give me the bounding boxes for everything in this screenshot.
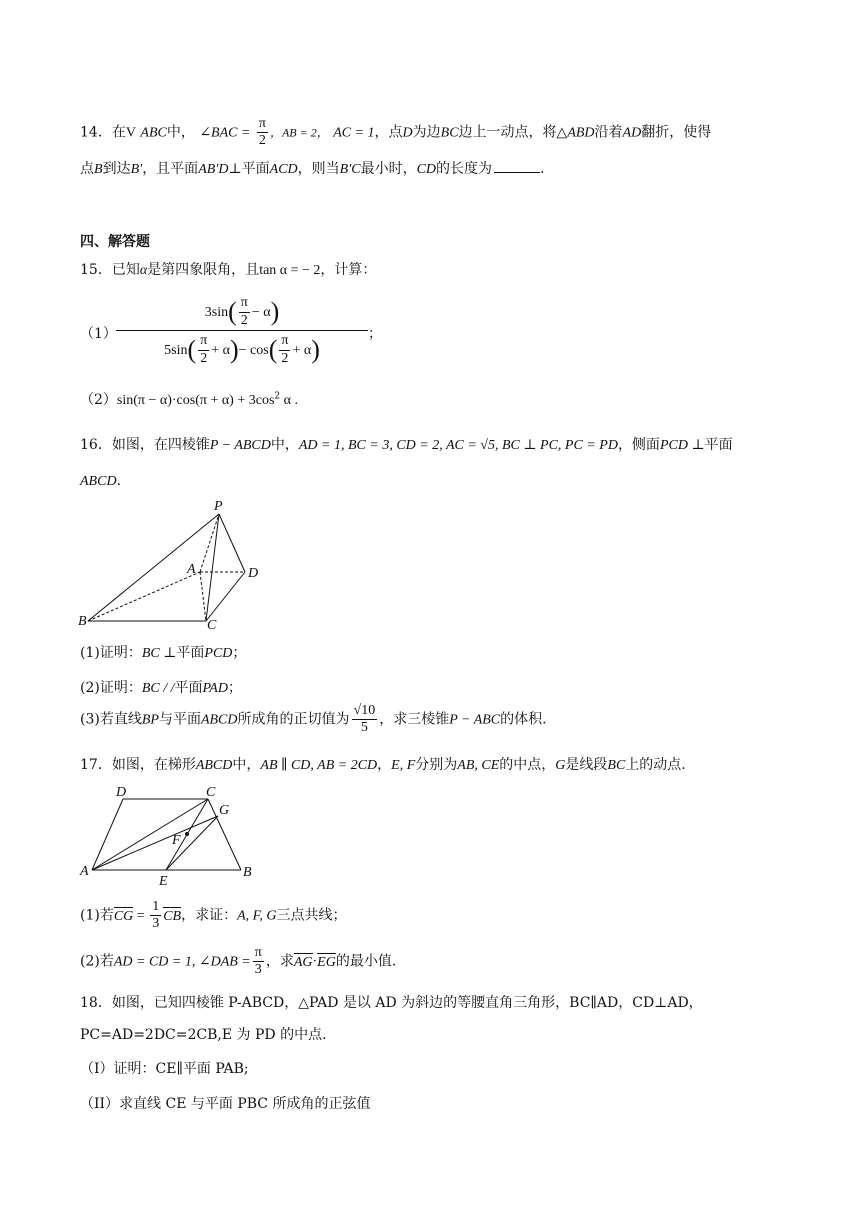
answer-blank: [494, 172, 540, 173]
q16-line2: ABCD.: [80, 473, 122, 489]
label-C: C: [207, 618, 217, 632]
label-A: A: [187, 562, 196, 577]
q15-fraction: [116, 294, 368, 369]
label-D: D: [116, 785, 127, 800]
pyramid-figure: [78, 497, 278, 632]
label-B: B: [243, 865, 252, 880]
label-P: P: [214, 499, 223, 514]
q14-pi-over-2: $\frac{\pi}{2}$: [258, 116, 266, 149]
q17-stem: 17．如图，在梯形ABCD中，AB ∥ CD, AB = 2CD，E, F分别为AB, CE的中点，G是线段BC上的动点.: [80, 757, 686, 773]
label-A: A: [80, 864, 89, 879]
q14-line2: 点B到达B′，且平面AB′D⊥平面ACD，则当B′C最小时，CD的长度为 .: [80, 161, 545, 177]
q18-line4: （II）求直线 CE 与平面 PBC 所成角的正弦值: [80, 1096, 371, 1112]
label-F: F: [172, 833, 181, 848]
q16-sub3: (3)若直线BP与平面ABCD所成角的正切值为 $\frac{√10}{5}$ ，求三棱锥P − ABC的体积.: [80, 703, 547, 736]
label-G: G: [219, 803, 230, 818]
q16-sub1: (1)证明：BC ⊥平面PCD；: [80, 645, 247, 661]
q18-line2: PC=AD=2DC=2CB,E 为 PD 的中点.: [80, 1027, 327, 1043]
one-third: $\frac{1}{3}$: [152, 899, 160, 932]
q17-sub1: (1)若CG = $\frac{1}{3}$ CB，求证：A, F, G三点共线；: [80, 899, 347, 932]
label-B: B: [78, 614, 87, 629]
trapezoid-figure: [78, 784, 268, 890]
q17-sub2: (2)若AD = CD = 1, ∠DAB = $\frac{\pi}{3}$ ，求AG·EG的最小值.: [80, 945, 397, 978]
q16-sub2: (2)证明：BC / /平面PAD；: [80, 680, 242, 696]
q18-line1: 18．如图，已知四棱锥 P-ABCD，△PAD 是以 AD 为斜边的等腰直角三角形，BC∥AD，CD⊥AD，: [80, 995, 703, 1011]
q15-part2: $(2)\sin(\pi - \alpha)\cdot\cos(\pi + \alpha) + 3\cos^2$ α .: [80, 391, 298, 408]
sqrt10-over-5: $\frac{√10}{5}$: [353, 703, 376, 736]
pi-over-3: $\frac{\pi}{3}$: [254, 945, 262, 978]
section-heading: 四、解答题: [80, 234, 150, 250]
label-E: E: [159, 874, 168, 889]
label-D: D: [248, 566, 259, 581]
q15-numerator: 3sin( $\frac{\pi}{2}$ − α): [116, 294, 368, 331]
q16-line1: 16．如图，在四棱锥P − ABCD中，AD = 1, BC = 3, CD = 2, AC = √5, BC ⊥ PC, PC = PD，侧面PCD ⊥平面: [80, 437, 733, 453]
q18-line3: （I）证明：CE∥平面 PAB;: [80, 1061, 249, 1077]
q15-stem: 15．已知α是第四象限角，且tan α = − 2，计算：: [80, 262, 377, 278]
label-C: C: [206, 785, 216, 800]
q15-denominator: 5sin( $\frac{\pi}{2}$ + α)− cos( $\frac{\pi}{2}$ + α): [164, 333, 320, 366]
q14-line1: 14．在V ABC中， ∠BAC = $\frac{\pi}{2}$ ，AB = 2， AC = 1，点D为边BC边上一动点，将△ABD沿着AD翻折，使得: [80, 116, 712, 149]
